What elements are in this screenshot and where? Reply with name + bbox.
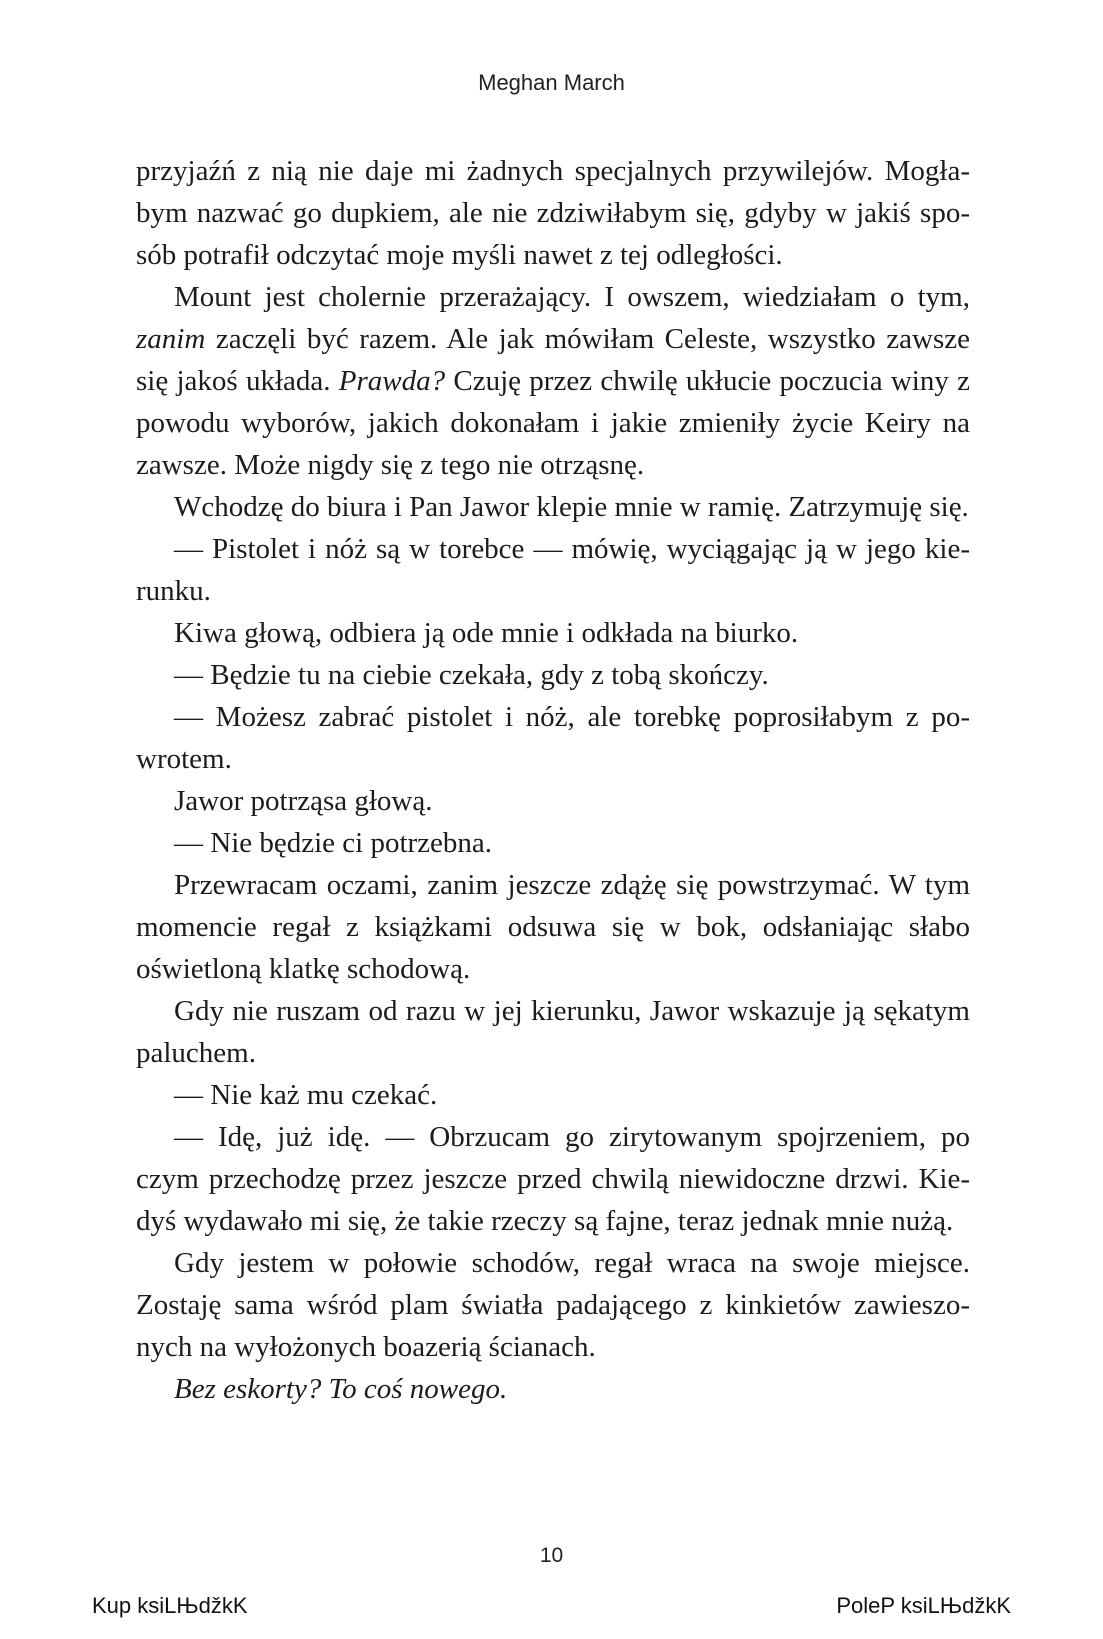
paragraph [136, 780, 970, 822]
recommend-book-link[interactable]: PoleP ksiLЊdžkK [836, 1593, 1011, 1618]
text-segment: zaczęli być razem. Ale jak mówiłam Celeste, wszystko zawsze się jakoś układa. [136, 323, 970, 397]
paragraph [136, 1242, 970, 1368]
text-segment: przyjaźń z nią nie daje mi żadnych specjalnych przywilejów. Mogłabym nazwać go dupkiem, ale nie zdziwiłabym się, gdyby w jakiś sposób potrafił odczytać moje myśli nawet z tej odległości. [136, 155, 970, 271]
text-segment: Jawor potrząsa głową. [174, 785, 433, 817]
paragraph [136, 276, 970, 486]
paragraph [136, 612, 970, 654]
italic-text: zanim [136, 323, 206, 355]
text-segment: Przewracam oczami, zanim jeszcze zdążę się powstrzymać. W tym momencie regał z książkami odsuwa się w bok, odsłaniając słabo oświetloną klatkę schodową. [136, 869, 970, 985]
paragraph [136, 864, 970, 990]
paragraph [136, 990, 970, 1074]
paragraph [136, 150, 970, 276]
paragraph [136, 1074, 970, 1116]
text-segment: — Możesz zabrać pistolet i nóż, ale torebkę poprosiłabym z powrotem. [136, 701, 970, 775]
text-segment: Czuję przez chwilę ukłucie poczucia winy z powodu wyborów, jakich dokonałam i jakie zmieniły życie Keiry na zawsze. Może nigdy się z tego nie otrząsnę. [136, 365, 970, 481]
paragraph [136, 486, 970, 528]
paragraph [136, 1116, 970, 1242]
text-segment: Gdy nie ruszam od razu w jej kierunku, Jawor wskazuje ją sękatym paluchem. [136, 995, 970, 1069]
text-segment: — Będzie tu na ciebie czekała, gdy z tobą skończy. [174, 659, 769, 691]
paragraph [136, 696, 970, 780]
text-segment: — Idę, już idę. — Obrzucam go zirytowanym spojrzeniem, po czym przechodzę przez jeszcze przed chwilą niewidoczne drzwi. Kiedyś wydawało mi się, że takie rzeczy są fajne, teraz jednak mnie nużą. [136, 1121, 970, 1237]
buy-book-link[interactable]: Kup ksiLЊdžkK [92, 1593, 248, 1618]
paragraph [136, 528, 970, 612]
text-segment: — Nie każ mu czekać. [174, 1079, 438, 1111]
text-segment: Wchodzę do biura i Pan Jawor klepie mnie w ramię. Zatrzymuję się. [174, 491, 969, 523]
text-segment: — Nie będzie ci potrzebna. [174, 827, 493, 859]
page-number: 10 [539, 1544, 564, 1567]
text-segment: Mount jest cholernie przerażający. I owszem, wiedziałam o tym, [174, 281, 970, 313]
paragraph [136, 1368, 970, 1410]
text-segment: Kiwa głową, odbiera ją ode mnie i odkłada na biurko. [174, 617, 799, 649]
italic-text: Bez eskorty? To coś nowego. [174, 1373, 508, 1405]
paragraph [136, 654, 970, 696]
paragraph [136, 822, 970, 864]
running-header-author: Meghan March [478, 70, 625, 95]
italic-text: Prawda? [338, 365, 446, 397]
page-body-text [136, 150, 970, 1410]
text-segment: Gdy jestem w połowie schodów, regał wraca na swoje miejsce. Zostaję sama wśród plam światła padającego z kinkietów zawieszonych na wyłożonych boazerią ścianach. [136, 1247, 970, 1363]
text-segment: — Pistolet i nóż są w torebce — mówię, wyciągając ją w jego kierunku. [136, 533, 970, 607]
